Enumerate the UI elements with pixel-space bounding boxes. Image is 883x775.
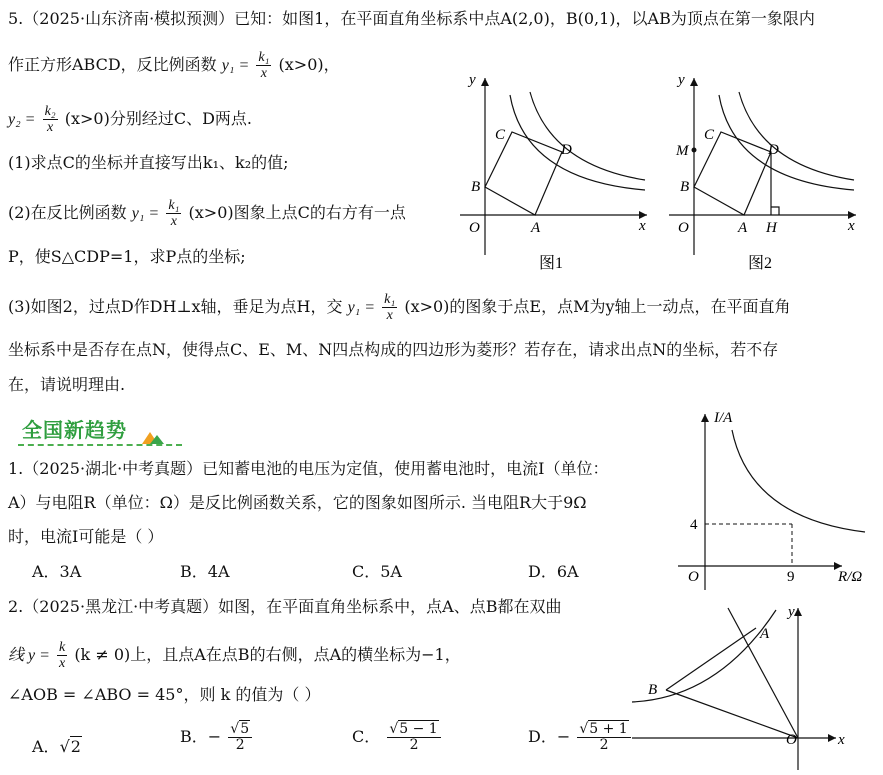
q2-graph xyxy=(628,598,880,772)
k2-over-x: $\frac{\text{k₂}}{x}$ xyxy=(44,104,56,135)
q2-y-label: y xyxy=(788,604,795,620)
q1-origin: O xyxy=(688,569,699,585)
q5-part3-d: 在，请说明理由. xyxy=(8,375,126,394)
q1-option-b[interactable]: B．4A xyxy=(180,562,230,581)
fig2-B: B xyxy=(680,179,690,195)
fig2-x-label: x xyxy=(848,218,855,234)
q2-y-eq: 线 y = xyxy=(8,647,50,664)
fig2-C: C xyxy=(704,127,715,143)
fig2-H: H xyxy=(766,220,777,236)
sqrt-icon: √ xyxy=(59,737,70,756)
y2-label: y₂ = xyxy=(8,111,36,128)
fig1-x-label: x xyxy=(639,218,646,234)
trend-badge-text: 全国新趋势 xyxy=(22,418,127,442)
q2-line2-b: (k ≠ 0)上，且点A在点B的右侧，点A的横坐标为−1， xyxy=(74,645,461,664)
fig1-y-arrow xyxy=(481,78,489,86)
q2-line2 xyxy=(8,640,461,671)
y1-label-3: y₁ = xyxy=(347,299,376,316)
q1-line2: A）与电阻R（单位：Ω）是反比例函数关系，它的图象如图所示. 当电阻R大于9Ω xyxy=(8,493,587,512)
figure-1 xyxy=(455,70,655,280)
k1-over-x-2: $\frac{\text{k₁}}{x}$ xyxy=(168,198,180,229)
q5-line3-b: (x>0)分别经过C、D两点. xyxy=(64,109,253,128)
fig2-A: A xyxy=(738,220,748,236)
fig2-D: D xyxy=(768,142,779,158)
q2-x-label: x xyxy=(838,732,845,748)
fig2-square xyxy=(694,132,771,215)
q2-line-OB xyxy=(666,690,798,738)
q2-B: B xyxy=(648,682,658,698)
q5-line3 xyxy=(8,104,252,135)
fig1-y-label: y xyxy=(469,72,476,88)
q5-part2 xyxy=(8,198,406,229)
fig2-y-arrow xyxy=(690,78,698,86)
q2-y-arrow xyxy=(794,608,802,616)
fig1-curve-outer xyxy=(530,92,645,180)
fig2-M-dot xyxy=(692,148,697,153)
fig2-y-label: y xyxy=(678,72,685,88)
y1-label-2: y₁ = xyxy=(131,205,160,222)
y1-label: y₁ = xyxy=(221,57,250,74)
q5-part3-c: 坐标系中是否存在点N，使得点C、E、M、N四点构成的四边形为菱形？若存在，请求出点N的坐标，若不存 xyxy=(8,340,779,359)
fig1-D: D xyxy=(561,142,572,158)
fig1-O: O xyxy=(469,220,480,236)
q1-line1: 1.（2025·湖北·中考真题）已知蓄电池的电压为定值，使用蓄电池时，电流I（单位： xyxy=(8,459,609,478)
q5-line2 xyxy=(8,50,340,81)
q1-graph xyxy=(670,400,880,595)
q5-line2-a: 作正方形ABCD，反比例函数 xyxy=(8,55,217,74)
q2-x-arrow xyxy=(828,734,836,742)
q1-curve xyxy=(732,430,865,532)
q1-xlabel: R/Ω xyxy=(838,569,863,585)
q1-ylabel: I/A xyxy=(714,410,733,426)
q2-A: A xyxy=(760,626,770,642)
fig1-C: C xyxy=(495,127,506,143)
fig1-A: A xyxy=(531,220,541,236)
k1-over-x-3: $\frac{\text{k₁}}{x}$ xyxy=(384,292,396,323)
fig1-square xyxy=(485,132,562,215)
q1-option-a[interactable]: A．3A xyxy=(32,562,82,581)
fig2-O: O xyxy=(678,220,689,236)
fig1-caption: 图1 xyxy=(539,255,564,272)
q2-option-d[interactable]: D．− $\frac{√5 + 1}{2}$ xyxy=(528,722,633,753)
figure-2 xyxy=(664,70,864,280)
q5-part3-b: (x>0)的图象于点E，点M为y轴上一动点，在平面直角 xyxy=(404,297,791,316)
k1-over-x: $\frac{\text{k₁}}{x}$ xyxy=(258,50,270,81)
fig2-caption: 图2 xyxy=(748,255,773,272)
q1-line3: 时，电流I可能是（ ） xyxy=(8,527,164,546)
q5-part2-b: (x>0)图象上点C的右方有一点 xyxy=(188,203,406,222)
q2-option-a[interactable]: A．√2 xyxy=(32,737,81,756)
fig1-B: B xyxy=(471,179,481,195)
q5-part3 xyxy=(8,292,791,323)
q5-part1: (1)求点C的坐标并直接写出k₁、k₂的值; xyxy=(8,153,289,172)
q5-line2-b: (x>0)， xyxy=(278,55,340,74)
trend-badge xyxy=(18,414,186,448)
q5-part2-a: (2)在反比例函数 xyxy=(8,203,127,222)
badge-underline xyxy=(18,444,182,446)
q2-line3: ∠AOB = ∠ABO = 45°，则 k 的值为（ ） xyxy=(8,685,321,704)
q2-option-b[interactable]: B．− $\frac{√5}{2}$ xyxy=(180,722,254,753)
q2-option-c[interactable]: C． $\frac{√5 - 1}{2}$ xyxy=(352,722,443,753)
fig2-right-angle xyxy=(771,207,779,215)
q1-option-c[interactable]: C．5A xyxy=(352,562,402,581)
q2-line-AB xyxy=(666,628,756,690)
fig2-curve-outer xyxy=(739,92,854,180)
q2-O: O xyxy=(786,732,797,748)
sqrt-icon: √ xyxy=(579,721,589,737)
q5-line1: 5.（2025·山东济南·模拟预测）已知：如图1，在平面直角坐标系中点A(2,0)，B(0,1)，以AB为顶点在第一象限内 xyxy=(8,9,815,28)
q1-y-arrow xyxy=(701,414,709,422)
q5-part3-a: (3)如图2，过点D作DH⊥x轴，垂足为点H，交 xyxy=(8,297,343,316)
k-over-x: $\frac{k}{x}$ xyxy=(59,640,66,671)
q1-option-d[interactable]: D．6A xyxy=(528,562,579,581)
sqrt-icon: √ xyxy=(389,721,399,737)
sqrt-icon: √ xyxy=(230,721,240,737)
q1-tick-4: 4 xyxy=(690,517,698,533)
q1-tick-9: 9 xyxy=(787,569,795,585)
q5-part2-c: P，使S△CDP=1，求P点的坐标; xyxy=(8,247,246,266)
fig2-M: M xyxy=(676,143,689,159)
q2-line1: 2.（2025·黑龙江·中考真题）如图，在平面直角坐标系中，点A、点B都在双曲 xyxy=(8,597,562,616)
